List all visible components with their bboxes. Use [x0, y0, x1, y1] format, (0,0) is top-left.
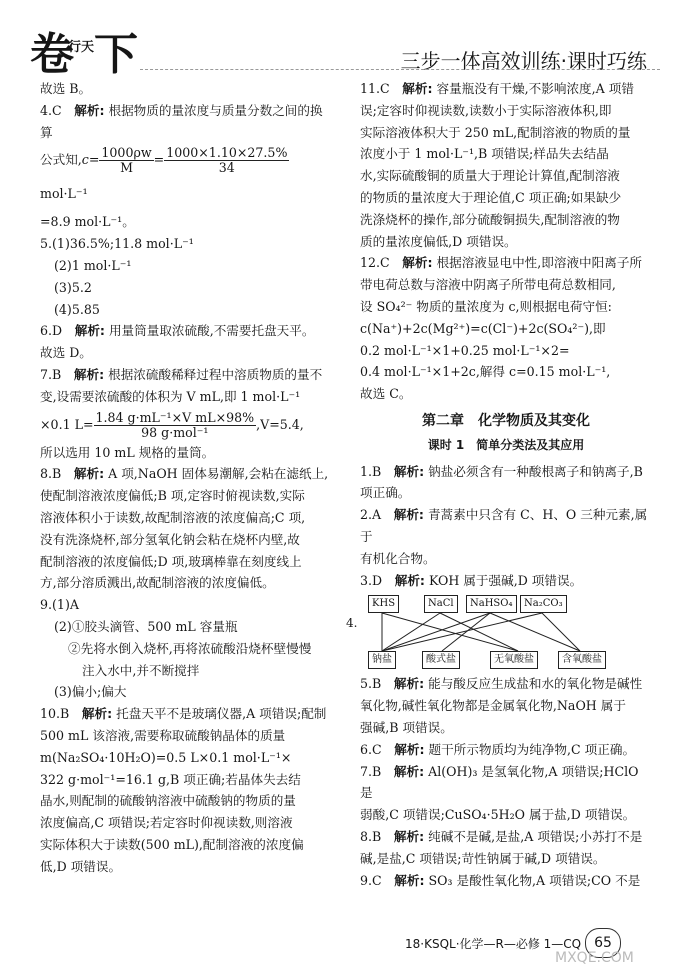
answer-number: 11.C: [360, 81, 390, 96]
answer-line: =8.9 mol·L⁻¹。: [40, 214, 135, 230]
answer-line: 0.4 mol·L⁻¹×1+2c,解得 c=0.15 mol·L⁻¹,: [360, 364, 611, 380]
answer-line: 注入水中,并不断搅拌: [82, 662, 200, 678]
answer-line: 项正确。: [360, 485, 411, 501]
answer-line: c(Na⁺)+2c(Mg²⁺)=c(Cl⁻)+2c(SO₄²⁻),即: [360, 320, 606, 336]
answer-line: 使配制溶液浓度偏低;B 项,定容时俯视读数,实际: [40, 488, 305, 504]
numerator: 1000×1.10×27.5%: [166, 145, 288, 161]
answer-text: 托盘天平不是玻璃仪器,A 项错误;配制: [116, 706, 327, 722]
answer-text: 容量瓶没有干燥,不影响浓度,A 项错: [436, 81, 634, 96]
answer-number: 7.B: [360, 763, 382, 779]
analysis-label: 解析:: [394, 572, 425, 588]
page-header: [0, 0, 675, 78]
answer-line: (4)5.85: [54, 301, 100, 317]
fraction: [94, 411, 257, 440]
box-oxygen-free-salt: 无氧酸盐: [490, 651, 538, 669]
answer-text: 能与酸反应生成盐和水的氧化物是碱性: [428, 676, 643, 692]
box-khs: KHS: [368, 595, 399, 613]
answer-line: (2)①胶头滴管、500 mL 容量瓶: [54, 618, 238, 634]
logo-small-text: 行天: [68, 40, 95, 55]
answer-number: 1.B: [360, 463, 382, 479]
answer-7b: [360, 761, 652, 805]
answer-text: 根据浓硫酸稀释过程中溶质物质的量不: [108, 366, 323, 382]
formula-text: ×0.1 L=: [40, 416, 94, 432]
left-column: [40, 78, 332, 878]
answer-6: [40, 320, 332, 342]
box-oxysalt: 含氧酸盐: [558, 651, 606, 669]
box-nahso4: NaHSO₄: [466, 595, 517, 613]
answer-line: 洗涤烧杯的操作,部分硫酸铜损失,配制溶液的物: [360, 211, 620, 227]
answer-line: (3)5.2: [54, 279, 92, 295]
answer-8b: [360, 826, 652, 848]
answer-3: [360, 570, 652, 592]
answer-line: 配制溶液的浓度偏低;D 项,玻璃棒靠在刻度线上: [40, 553, 302, 569]
answer-line: 方,部分溶质溅出,故配制溶液的浓度偏低。: [40, 575, 275, 591]
analysis-label: 解析:: [73, 466, 105, 482]
box-sodium-salt: 钠盐: [368, 651, 396, 669]
analysis-label: 解析:: [393, 676, 425, 692]
answer-text: 题干所示物质均为纯净物,C 项正确。: [428, 741, 636, 757]
answer-11: [360, 78, 652, 100]
answer-line: 低,D 项错误。: [40, 858, 122, 874]
answer-1: [360, 461, 652, 483]
answer-number: 8.B: [40, 466, 62, 482]
logo-tail-char: 下: [94, 29, 133, 80]
answer-text: 纯碱不是碱,是盐,A 项错误;小苏打不是: [428, 828, 643, 844]
answer-line: 故选 B。: [40, 81, 92, 96]
answer-line: 9.(1)A: [40, 597, 79, 613]
answer-number: 2.A: [360, 507, 382, 523]
box-na2co3: Na₂CO₃: [520, 595, 567, 613]
answer-10: [40, 703, 332, 725]
formula-text: ,V=5.4,: [256, 416, 304, 432]
answer-2: [360, 504, 652, 548]
answer-line: ②先将水倒入烧杯,再将浓硫酸沿烧杯壁慢慢: [68, 640, 312, 656]
answer-line: 晶水,则配制的硫酸钠溶液中硫酸钠的物质的量: [40, 793, 296, 809]
answer-line: 设 SO₄²⁻ 物质的量浓度为 c,则根据电荷守恒:: [360, 298, 612, 314]
answer-line: 5.(1)36.5%;11.8 mol·L⁻¹: [40, 236, 194, 252]
answer-number: 5.B: [360, 676, 382, 692]
analysis-label: 解析:: [402, 255, 433, 271]
answer-text: KOH 属于强碱,D 项错误。: [428, 572, 583, 588]
answer-number: 4.: [346, 616, 358, 631]
answer-12: [360, 252, 652, 274]
answer-line: 有机化合物。: [360, 550, 436, 566]
denominator: M: [120, 160, 133, 176]
answer-line: 浓度小于 1 mol·L⁻¹,B 项错误;样品失去结晶: [360, 146, 609, 162]
lesson-title: 课时 1 简单分类法及其应用: [427, 437, 585, 452]
footer-code: 18·KSQL·化学—R—必修 1—CQ: [405, 937, 582, 951]
analysis-label: 解析:: [394, 872, 425, 888]
answer-9b: [360, 870, 652, 892]
answer-number: 12.C: [360, 255, 390, 271]
answer-line: 实际溶液体积大于 250 mL,配制溶液的物质的量: [360, 124, 631, 140]
analysis-label: 解析:: [81, 706, 113, 722]
answer-text: 根据物质的量浓度与质量分数之间的换算: [40, 102, 323, 140]
answer-line: 质的量浓度偏低,D 项错误。: [360, 233, 517, 249]
box-nacl: NaCl: [424, 595, 458, 613]
answer-number: 7.B: [40, 366, 62, 382]
answer-number: 6.C: [360, 741, 382, 757]
answer-line: 故选 C。: [360, 386, 412, 402]
answer-number: 3.D: [360, 572, 383, 588]
answer-line: (2)1 mol·L⁻¹: [54, 257, 132, 273]
analysis-label: 解析:: [393, 507, 424, 523]
answer-4: [40, 100, 332, 144]
answer-line: 0.2 mol·L⁻¹×1+0.25 mol·L⁻¹×2=: [360, 342, 570, 358]
analysis-label: 解析:: [393, 763, 425, 779]
right-column: [346, 78, 652, 891]
denominator: 98 g·mol⁻¹: [141, 424, 209, 440]
chapter-title: 第二章 化学物质及其变化: [422, 412, 590, 429]
unit: mol·L⁻¹: [40, 186, 88, 202]
answer-line: 强碱,B 项错误。: [360, 719, 453, 735]
formula-line: [40, 408, 332, 442]
denominator: 34: [218, 160, 235, 176]
answer-7: [40, 364, 332, 386]
answer-line: (3)偏小;偏大: [54, 684, 127, 700]
answer-text: 青蒿素中只含有 C、H、O 三种元素,属于: [360, 507, 648, 544]
answer-8: [40, 463, 332, 485]
answer-line: 故选 D。: [40, 345, 92, 361]
formula-text: 公式知,: [40, 152, 82, 168]
answer-line: 碱,是盐,C 项错误;苛性钠属于碱,D 项错误。: [360, 850, 606, 866]
answer-line: 溶液体积小于读数,故配制溶液的浓度偏高;C 项,: [40, 509, 306, 525]
answer-text: 钠盐必须含有一种酸根离子和钠离子,B: [428, 463, 643, 479]
fraction: [99, 146, 153, 175]
analysis-label: 解析:: [74, 323, 105, 339]
answer-text: 根据溶液显电中性,即溶液中阳离子所: [436, 255, 643, 271]
analysis-label: 解析:: [393, 463, 425, 479]
classification-diagram: [346, 591, 652, 673]
answer-line: m(Na₂SO₄·10H₂O)=0.5 L×0.1 mol·L⁻¹×: [40, 749, 292, 765]
formula-var: c=: [81, 152, 100, 168]
analysis-label: 解析:: [393, 828, 425, 844]
answer-line: 没有洗涤烧杯,部分氢氧化钠会粘在烧杯内壁,故: [40, 531, 300, 547]
answer-line: 变,设需要浓硫酸的体积为 V mL,即 1 mol·L⁻¹: [40, 388, 301, 404]
answer-line: 误;定容时仰视读数,读数小于实际溶液体积,即: [360, 102, 612, 118]
answer-6b: [360, 739, 652, 761]
analysis-label: 解析:: [74, 102, 105, 118]
answer-number: 10.B: [40, 706, 70, 722]
analysis-label: 解析:: [402, 81, 433, 96]
analysis-label: 解析:: [394, 741, 425, 757]
header-divider: [140, 69, 660, 70]
answer-line: 实际体积大于读数(500 mL),配制溶液的浓度偏: [40, 836, 304, 852]
answer-text: 用量筒量取浓硫酸,不需要托盘天平。: [108, 323, 315, 339]
answer-text: A 项,NaOH 固体易潮解,会粘在滤纸上,: [108, 466, 329, 482]
answer-line: 水,实际硫酸铜的质量大于理论计算值,配制溶液: [360, 168, 620, 184]
answer-number: 8.B: [360, 828, 382, 844]
answer-text: Al(OH)₃ 是氢氧化物,A 项错误;HClO 是: [360, 763, 639, 801]
answer-number: 6.D: [40, 323, 63, 339]
logo-char: 卷: [30, 29, 68, 80]
answer-number: 9.C: [360, 872, 382, 888]
answer-line: 500 mL 该溶液,需要称取硫酸钠晶体的质量: [40, 727, 286, 743]
analysis-label: 解析:: [73, 366, 105, 382]
equals: =: [153, 152, 165, 168]
answer-line: 带电荷总数与溶液中阴离子所带电荷总数相同,: [360, 277, 616, 293]
answer-line: 322 g·mol⁻¹=16.1 g,B 项正确;若晶体失去结: [40, 771, 301, 787]
watermark: MXQE.COM: [555, 950, 634, 966]
formula-line: [40, 143, 332, 211]
brand-logo: [30, 18, 132, 82]
answer-line: 的物质的量浓度大于理论值,C 项正确;如果缺少: [360, 189, 622, 205]
numerator: 1.84 g·mL⁻¹×V mL×98%: [95, 409, 255, 425]
answer-5: [360, 673, 652, 695]
answer-line: 弱酸,C 项错误;CuSO₄·5H₂O 属于盐,D 项错误。: [360, 807, 636, 823]
page-number: 65: [585, 928, 621, 958]
series-title: 三步一体高效训练·课时巧练: [400, 49, 647, 73]
fraction: [164, 146, 289, 175]
numerator: 1000ρw: [101, 145, 152, 161]
answer-text: SO₃ 是酸性氧化物,A 项错误;CO 不是: [428, 872, 641, 888]
answer-line: 氧化物,碱性氧化物都是金属氧化物,NaOH 属于: [360, 698, 626, 714]
answer-number: 4.C: [40, 102, 62, 118]
box-acid-salt: 酸式盐: [422, 651, 460, 669]
answer-line: 浓度偏高,C 项错误;若定容时仰视读数,则溶液: [40, 815, 293, 831]
answer-line: 所以选用 10 mL 规格的量筒。: [40, 444, 215, 460]
